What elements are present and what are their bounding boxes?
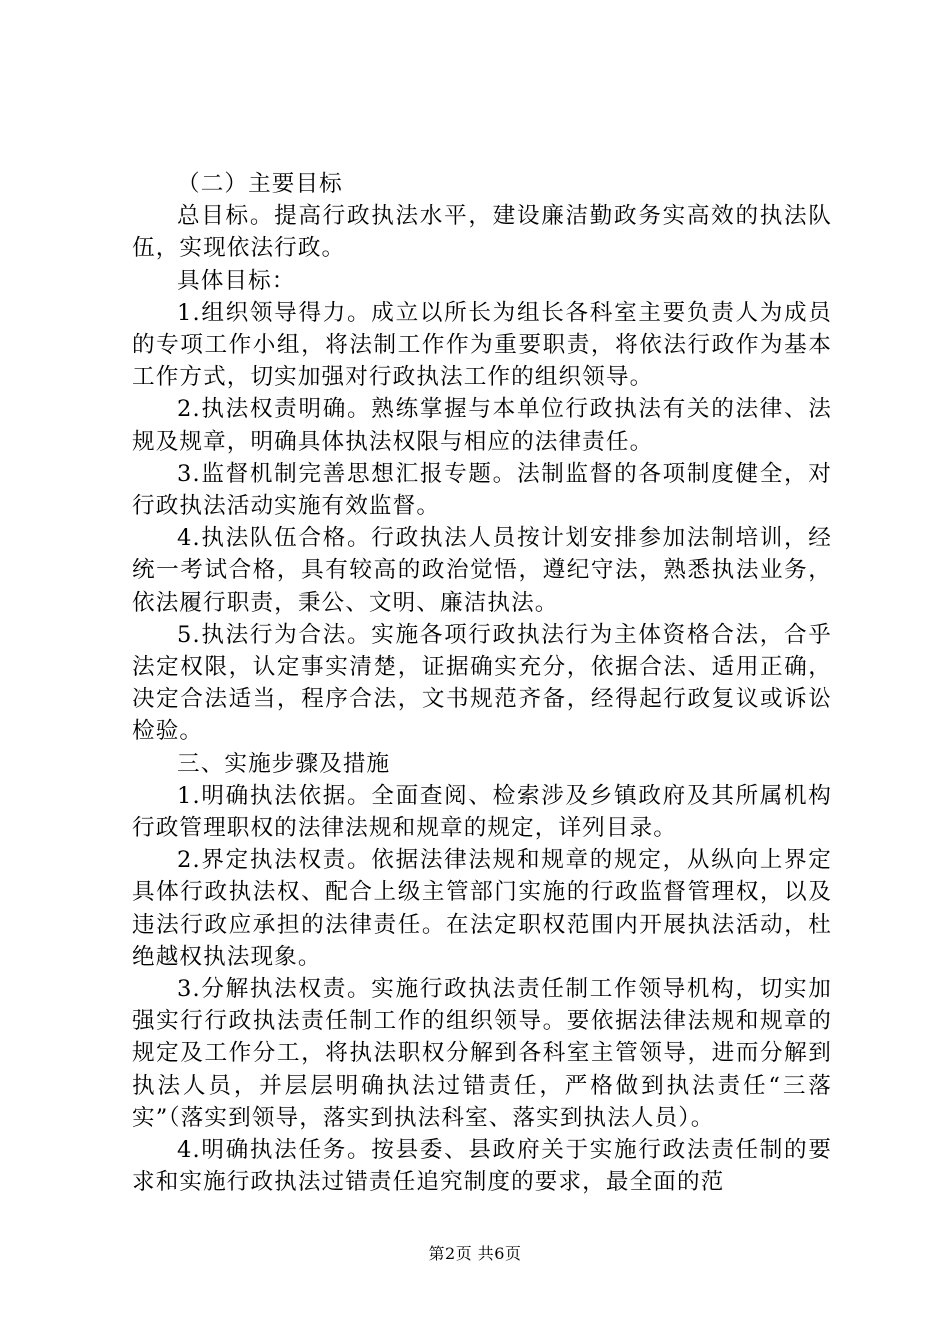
paragraph-specific-goals-label: 具体目标： [177, 267, 296, 294]
paragraph-overall-goal: 总目标。提高行政执法水平，建设廉洁勤政务实高效的执法队伍，实现依法行政。 [132, 203, 832, 262]
paragraph-goal-2: 2.执法权责明确。熟练掌握与本单位行政执法有关的法律、法规及规章，明确具体执法权限与相应的法律责任。 [132, 396, 832, 455]
paragraph-goal-5: 5.执法行为合法。实施各项行政执法行为主体资格合法，合乎法定权限，认定事实清楚，证据确实充分，依据合法、适用正确，决定合法适当，程序合法，文书规范齐备，经得起行政复议或诉讼检验。 [132, 621, 832, 745]
page-footer [0, 1244, 950, 1264]
paragraph-goal-1: 1.组织领导得力。成立以所长为组长各科室主要负责人为成员的专项工作小组，将法制工作作为重要职责，将依法行政作为基本工作方式，切实加强对行政执法工作的组织领导。 [132, 299, 832, 391]
section-heading-steps-measures: 三、实施步骤及措施 [177, 750, 391, 777]
section-heading-main-goals: （二）主要目标 [177, 171, 343, 197]
paragraph-step-2: 2.界定执法权责。依据法律法规和规章的规定，从纵向上界定具体行政执法权、配合上级主管部门实施的行政监督管理权，以及违法行政应承担的法律责任。在法定职权范围内开展执法活动，杜绝越权执法现象。 [132, 847, 832, 970]
paragraph-step-1: 1.明确执法依据。全面查阅、检索涉及乡镇政府及其所属机构行政管理职权的法律法规和规章的规定，详列目录。 [132, 782, 832, 842]
page-number-indicator: 第2页 共6页 [428, 1244, 522, 1263]
document-body [132, 168, 832, 1199]
paragraph-goal-3: 3.监督机制完善思想汇报专题。法制监督的各项制度健全，对行政执法活动实施有效监督。 [132, 460, 832, 520]
paragraph-step-3: 3.分解执法权责。实施行政执法责任制工作领导机构，切实加强实行行政执法责任制工作的组织领导。要依据法律法规和规章的规定及工作分工，将执法职权分解到各科室主管领导，进而分解到执法人员，并层层明确执法过错责任，严格做到执法责任“三落实”（落实到领导，落实到执法科室、落实到执法人员）。 [132, 976, 832, 1131]
paragraph-step-4: 4.明确执法任务。按县委、县政府关于实施行政法责任制的要求和实施行政执法过错责任追究制度的要求，最全面的范 [132, 1137, 832, 1196]
paragraph-goal-4: 4.执法队伍合格。行政执法人员按计划安排参加法制培训，经统一考试合格，具有较高的政治觉悟，遵纪守法，熟悉执法业务，依法履行职责，秉公、文明、廉洁执法。 [132, 525, 832, 616]
